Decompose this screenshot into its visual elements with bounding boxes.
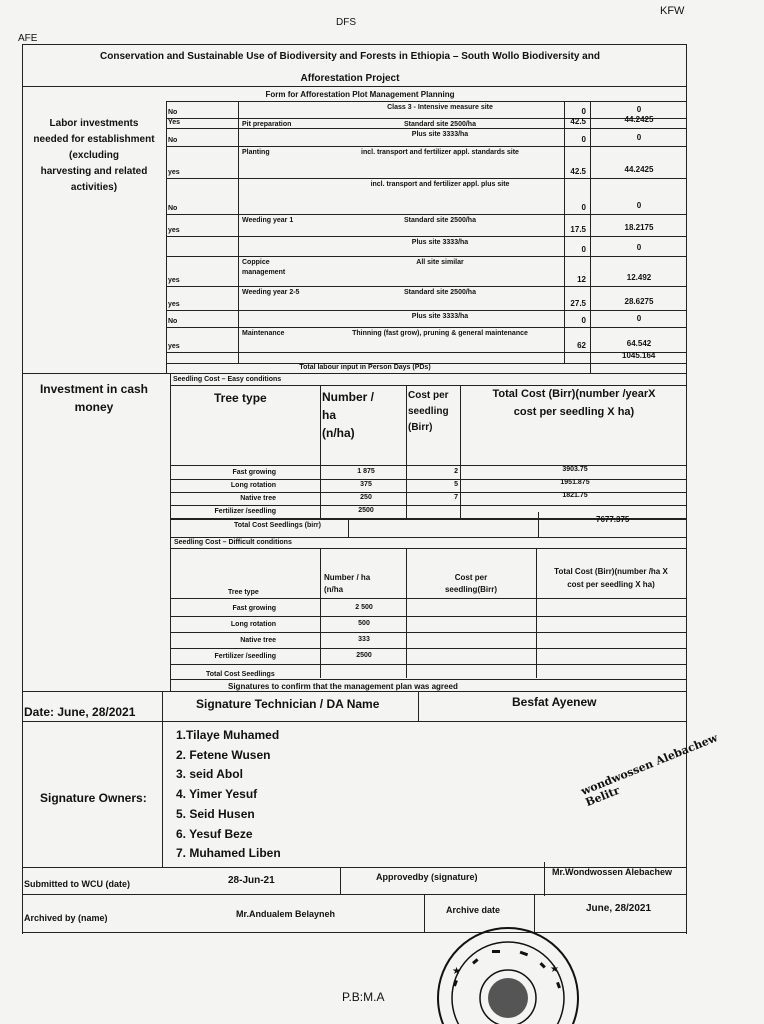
labor-flag: yes: [168, 343, 180, 350]
labor-pd-adjusted: 0: [636, 105, 642, 114]
labor-pd-adjusted: 12.492: [626, 273, 652, 282]
easy-row-total: 1821.75: [562, 492, 588, 499]
labor-flag: yes: [168, 169, 180, 176]
labor-pd: 0: [581, 316, 586, 325]
easy-row-number: 2500: [358, 507, 374, 514]
easy-row-total: 1951.875: [560, 479, 590, 486]
archived-label: Archived by (name): [24, 913, 108, 923]
archiver-name: Mr.Andualem Belayneh: [236, 909, 336, 919]
labor-flag: yes: [168, 277, 180, 284]
owner-name: 7. Muhamed Liben: [176, 846, 281, 861]
owner-name: 3. seid Abol: [176, 767, 243, 782]
labor-pd-adjusted: 18.2175: [624, 223, 654, 232]
labor-pd: 27.5: [570, 299, 586, 308]
easy-col-total: Total Cost (Birr)(number /yearX cost per seedling X ha): [492, 388, 656, 418]
labor-pd-adjusted: 0: [636, 201, 642, 210]
technician-name: Besfat Ayenew: [512, 695, 597, 709]
labor-pd-adjusted: 0: [636, 314, 642, 323]
labor-flag: No: [168, 109, 178, 116]
easy-row-type: Fast growing: [232, 469, 276, 476]
labor-detail: Plus site 3333/ha: [411, 239, 469, 246]
project-title-line2: Afforestation Project: [300, 73, 400, 84]
approver-name: Mr.Wondwossen Alebachew: [552, 867, 673, 877]
official-stamp: [432, 920, 582, 1024]
owner-name: 4. Yimer Yesuf: [176, 787, 258, 802]
labor-total-label: Total labour input in Person Days (PDs): [299, 364, 431, 371]
handwritten-signature: wondwossen Alebachew Belitr: [579, 731, 720, 810]
easy-total-value: 7677.375: [596, 515, 630, 524]
technician-label: Signature Technician / DA Name: [196, 697, 380, 711]
labor-detail: Standard site 2500/ha: [404, 217, 476, 224]
labor-pd: 12: [577, 275, 586, 284]
labor-activity: Coppice management: [242, 259, 286, 276]
labor-detail: Standard site 2500/ha: [404, 121, 476, 128]
right-border: [686, 44, 687, 934]
labor-flag: No: [168, 137, 178, 144]
labor-pd: 62: [577, 341, 586, 350]
labor-detail: Plus site 3333/ha: [411, 131, 469, 138]
easy-col-cost: Cost per seedling (Birr): [408, 390, 449, 433]
labor-pd-adjusted: 28.6275: [624, 297, 654, 306]
afe-mark: AFE: [18, 33, 38, 44]
labor-activity: Planting: [242, 149, 270, 156]
labor-detail: incl. transport and fertilizer appl. standards site: [361, 149, 519, 156]
labor-pd-adjusted: 64.542: [626, 339, 652, 348]
labor-pd-adjusted: 0: [636, 243, 642, 252]
labor-pd: 0: [581, 107, 586, 116]
agreement-note: Signatures to confirm that the management plan was agreed: [228, 682, 458, 691]
difficult-row-type: Long rotation: [230, 621, 276, 628]
dfs-mark: DFS: [336, 17, 356, 28]
labor-flag: No: [168, 205, 178, 212]
labor-flag: No: [168, 318, 178, 325]
easy-col-tree-type: Tree type: [214, 391, 267, 405]
form-title: Form for Afforestation Plot Management Planning: [265, 90, 455, 99]
difficult-row-number: 2 500: [355, 604, 373, 611]
owner-name: 5. Seid Husen: [176, 806, 255, 821]
easy-row-cost: 7: [454, 494, 458, 501]
labor-flag: yes: [168, 301, 180, 308]
owners-label: Signature Owners:: [40, 791, 147, 805]
labor-activity: Maintenance: [242, 330, 285, 337]
easy-row-number: 1 875: [357, 468, 375, 475]
difficult-row-type: Fast growing: [232, 605, 276, 612]
labor-detail: Standard site 2500/ha: [404, 289, 476, 296]
date-label: Date: June, 28/2021: [24, 705, 136, 719]
labor-flag: yes: [168, 227, 180, 234]
svg-text:★: ★: [452, 966, 461, 977]
labor-flag: Yes: [168, 119, 181, 126]
labor-detail: Class 3 - Intensive measure site: [387, 104, 493, 111]
easy-col-number: Number / ha (n/ha): [322, 390, 375, 440]
labor-activity: Weeding year 2-5: [242, 289, 300, 296]
owners-list: [176, 726, 281, 864]
easy-row-type: Fertilizer /seedling: [214, 508, 276, 515]
labor-detail: incl. transport and fertilizer appl. plus site: [370, 181, 510, 188]
labor-detail: Plus site 3333/ha: [411, 313, 469, 320]
top-border: [22, 44, 686, 45]
difficult-total-label: Total Cost Seedlings: [206, 671, 275, 678]
labor-pd: 0: [581, 203, 586, 212]
difficult-row-type: Native tree: [240, 637, 276, 644]
easy-row-type: Long rotation: [230, 482, 276, 489]
labor-detail: Thinning (fast grow), pruning & general maintenance: [352, 330, 528, 337]
difficult-row-number: 500: [358, 620, 370, 627]
labor-pd-adjusted: 0: [636, 133, 642, 142]
labor-pd: 0: [581, 135, 586, 144]
kfw-mark: KFW: [660, 5, 685, 17]
easy-row-type: Native tree: [240, 495, 276, 502]
difficult-row-type: Fertilizer /seedling: [214, 653, 276, 660]
labor-pd: 0: [581, 245, 586, 254]
difficult-col-tree-type: Tree type: [228, 589, 259, 596]
archive-date-label: Archive date: [446, 905, 501, 915]
submitted-label: Submitted to WCU (date): [24, 879, 130, 889]
pbma-mark: P.B:M.A: [342, 990, 385, 1004]
easy-heading: Seedling Cost – Easy conditions: [173, 376, 282, 383]
svg-text:★: ★: [550, 964, 559, 975]
easy-row-cost: 5: [454, 481, 458, 488]
owner-name: 6. Yesuf Beze: [176, 826, 253, 841]
labor-section-label: Labor investments needed for establishment (excluding harvesting and related activities): [33, 118, 155, 193]
cash-section-label: Investment in cash money: [39, 382, 149, 414]
labor-pd-adjusted: 44.2425: [624, 165, 654, 174]
owner-name: 2. Fetene Wusen: [176, 747, 271, 762]
labor-activity: Weeding year 1: [242, 217, 294, 224]
difficult-col-cost: Cost per seedling(Birr): [444, 573, 497, 594]
labor-activity: Pit preparation: [242, 121, 292, 128]
difficult-col-number: Number / ha (n/ha: [324, 573, 371, 594]
difficult-col-total: Total Cost (Birr)(number /ha X cost per seedling X ha): [554, 567, 668, 589]
labor-total-value: 1045.164: [622, 351, 656, 360]
easy-row-number: 375: [360, 481, 372, 488]
project-title-line1: Conservation and Sustainable Use of Biodiversity and Forests in Ethiopia – South Wollo Biodiversity and: [100, 51, 600, 62]
easy-row-cost: 2: [454, 468, 458, 475]
owner-name: 1.Tilaye Muhamed: [176, 728, 280, 742]
submitted-date: 28-Jun-21: [228, 875, 275, 886]
difficult-row-number: 2500: [356, 652, 372, 659]
difficult-row-number: 333: [358, 636, 370, 643]
labor-pd: 42.5: [570, 117, 586, 126]
labor-detail: All site similar: [416, 259, 464, 266]
easy-row-total: 3903.75: [562, 466, 588, 473]
easy-row-number: 250: [360, 494, 372, 501]
difficult-heading: Seedling Cost – Difficult conditions: [174, 539, 292, 546]
approved-label: Approvedby (signature): [376, 872, 478, 882]
labor-pd: 17.5: [570, 225, 586, 234]
labor-pd: 42.5: [570, 167, 586, 176]
easy-total-label: Total Cost Seedlings (birr): [234, 522, 321, 529]
labor-pd-adjusted: 44.2425: [624, 115, 654, 124]
archive-date: June, 28/2021: [586, 903, 652, 914]
